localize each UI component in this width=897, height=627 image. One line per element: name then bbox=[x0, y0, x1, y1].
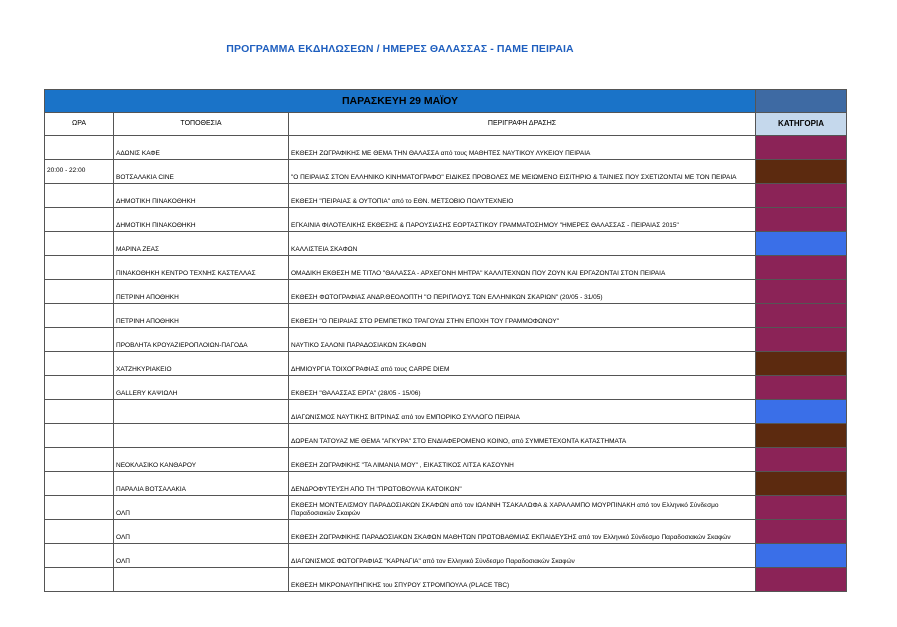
category-color-cell bbox=[756, 472, 847, 496]
time-cell bbox=[45, 352, 114, 376]
location-cell: GALLERY ΚΑΨΙΩΛΗ bbox=[114, 376, 289, 400]
column-header-description: ΠΕΡΙΓΡΑΦΗ ΔΡΑΣΗΣ bbox=[289, 113, 756, 136]
location-cell: ΠΙΝΑΚΟΘΗΚΗ ΚΕΝΤΡΟ ΤΕΧΝΗΣ ΚΑΣΤΕΛΛΑΣ bbox=[114, 256, 289, 280]
location-cell: ΟΛΠ bbox=[114, 520, 289, 544]
table-row bbox=[45, 400, 847, 424]
table-row bbox=[45, 472, 847, 496]
category-color-cell bbox=[756, 376, 847, 400]
time-cell bbox=[45, 496, 114, 520]
description-cell: ΕΚΘΕΣΗ ΦΩΤΟΓΡΑΦΙΑΣ ΑΝΔΡ.ΘΕΟΛΟΠΤΗ "Ο ΠΕΡΙΠΛΟΥΣ ΤΩΝ ΕΛΛΗΝΙΚΩΝ ΣΚΑΡΙΩΝ" (20/05 - 31/05) bbox=[289, 280, 756, 304]
table-row bbox=[45, 520, 847, 544]
time-cell bbox=[45, 328, 114, 352]
location-cell: ΠΕΤΡΙΝΗ ΑΠΟΘΗΚΗ bbox=[114, 304, 289, 328]
day-header: ΠΑΡΑΣΚΕΥΗ 29 ΜΑΪΟΥ bbox=[45, 90, 756, 113]
table-row bbox=[45, 256, 847, 280]
category-color-cell bbox=[756, 208, 847, 232]
table-row bbox=[45, 184, 847, 208]
time-cell bbox=[45, 184, 114, 208]
table-row bbox=[45, 328, 847, 352]
table-row bbox=[45, 424, 847, 448]
description-cell: "Ο ΠΕΙΡΑΙΑΣ ΣΤΟΝ ΕΛΛΗΝΙΚΟ ΚΙΝΗΜΑΤΟΓΡΑΦΟ" ΕΙΔΙΚΕΣ ΠΡΟΒΟΛΕΣ ΜΕ ΜΕΙΩΜΕΝΟ ΕΙΣΙΤΗΡΙΟ & ΤΑΙΝΙΕΣ ΠΟΥ ΣΧΕΤΙΖΟΝΤΑΙ ΜΕ ΤΟΝ ΠΕΙΡΑΙΑ bbox=[289, 160, 756, 184]
time-cell bbox=[45, 256, 114, 280]
time-cell bbox=[45, 136, 114, 160]
column-header-category: ΚΑΤΗΓΟΡΙΑ bbox=[756, 113, 847, 136]
table-row bbox=[45, 544, 847, 568]
day-header-side bbox=[756, 90, 847, 113]
description-cell: ΟΜΑΔΙΚΗ ΕΚΘΕΣΗ ΜΕ ΤΙΤΛΟ "ΘΑΛΑΣΣΑ - ΑΡΧΕΓΟΝΗ ΜΗΤΡΑ" ΚΑΛΛΙΤΕΧΝΩΝ ΠΟΥ ΖΟΥΝ ΚΑΙ ΕΡΓΑΖΟΝΤΑΙ ΣΤΟΝ ΠΕΙΡΑΙΑ bbox=[289, 256, 756, 280]
category-color-cell bbox=[756, 544, 847, 568]
table-row bbox=[45, 160, 847, 184]
category-color-cell bbox=[756, 520, 847, 544]
category-color-cell bbox=[756, 496, 847, 520]
time-cell bbox=[45, 568, 114, 592]
column-header-time: ΩΡΑ bbox=[45, 113, 114, 136]
time-cell bbox=[45, 376, 114, 400]
time-cell bbox=[45, 208, 114, 232]
time-cell bbox=[45, 400, 114, 424]
description-cell: ΕΚΘΕΣΗ "ΠΕΙΡΑΙΑΣ & ΟΥΤΟΠΙΑ" από το ΕΘΝ. ΜΕΤΣΟΒΙΟ ΠΟΛΥΤΕΧΝΕΙΟ bbox=[289, 184, 756, 208]
time-cell bbox=[45, 520, 114, 544]
location-cell: ΔΗΜΟΤΙΚΗ ΠΙΝΑΚΟΘΗΚΗ bbox=[114, 184, 289, 208]
description-cell: ΝΑΥΤΙΚΟ ΣΑΛΟΝΙ ΠΑΡΑΔΟΣΙΑΚΩΝ ΣΚΑΦΩΝ bbox=[289, 328, 756, 352]
column-header-location: ΤΟΠΟΘΕΣΙΑ bbox=[114, 113, 289, 136]
category-color-cell bbox=[756, 424, 847, 448]
time-cell bbox=[45, 232, 114, 256]
category-color-cell bbox=[756, 352, 847, 376]
description-cell: ΔΩΡΕΑΝ ΤΑΤΟΥΑΖ ΜΕ ΘΕΜΑ "ΑΓΚΥΡΑ" ΣΤΟ ΕΝΔΙΑΦΕΡΟΜΕΝΟ ΚΟΙΝΟ, από ΣΥΜΜΕΤΕΧΟΝΤΑ ΚΑΤΑΣΤΗΜΑΤΑ bbox=[289, 424, 756, 448]
table-row bbox=[45, 208, 847, 232]
time-cell bbox=[45, 544, 114, 568]
description-cell: ΕΚΘΕΣΗ ΜΟΝΤΕΛΙΣΜΟΥ ΠΑΡΑΔΟΣΙΑΚΩΝ ΣΚΑΦΩΝ από τον ΙΩΑΝΝΗ ΤΣΑΚΑΛΩΦΑ & ΧΑΡΑΛΑΜΠΟ ΜΟΥΡΠΙΝΑΚΗ από τον Ελληνικό Σύνδεσμο Παραδοσιακών Σκαφών bbox=[289, 496, 756, 520]
table-row bbox=[45, 280, 847, 304]
location-cell bbox=[114, 400, 289, 424]
time-cell bbox=[45, 424, 114, 448]
table-row bbox=[45, 568, 847, 592]
description-cell: ΕΓΚΑΙΝΙΑ ΦΙΛΟΤΕΛΙΚΗΣ ΕΚΘΕΣΗΣ & ΠΑΡΟΥΣΙΑΣΗΣ ΕΟΡΤΑΣΤΙΚΟΥ ΓΡΑΜΜΑΤΟΣΗΜΟΥ "ΗΜΕΡΕΣ ΘΑΛΑΣΣΑΣ - ΠΕΙΡΑΙΑΣ 2015" bbox=[289, 208, 756, 232]
day-header-row bbox=[45, 90, 847, 113]
location-cell bbox=[114, 424, 289, 448]
description-cell: ΔΕΝΔΡΟΦΥΤΕΥΣΗ ΑΠΟ ΤΗ "ΠΡΩΤΟΒΟΥΛΙΑ ΚΑΤΟΙΚΩΝ" bbox=[289, 472, 756, 496]
location-cell: ΧΑΤΖΗΚΥΡΙΑΚΕΙΟ bbox=[114, 352, 289, 376]
category-color-cell bbox=[756, 400, 847, 424]
description-cell: ΚΑΛΛΙΣΤΕΙΑ ΣΚΑΦΩΝ bbox=[289, 232, 756, 256]
time-cell bbox=[45, 280, 114, 304]
table-row bbox=[45, 376, 847, 400]
location-cell: ΜΑΡΙΝΑ ΖΕΑΣ bbox=[114, 232, 289, 256]
description-cell: ΔΙΑΓΩΝΙΣΜΟΣ ΝΑΥΤΙΚΗΣ ΒΙΤΡΙΝΑΣ από τον ΕΜΠΟΡΙΚΟ ΣΥΛΛΟΓΟ ΠΕΙΡΑΙΑ bbox=[289, 400, 756, 424]
table-row bbox=[45, 448, 847, 472]
description-cell: ΕΚΘΕΣΗ "ΘΑΛΑΣΣΑΣ ΕΡΓΑ" (28/05 - 15/06) bbox=[289, 376, 756, 400]
category-color-cell bbox=[756, 184, 847, 208]
description-cell: ΕΚΘΕΣΗ ΖΩΓΡΑΦΙΚΗΣ ΜΕ ΘΕΜΑ ΤΗΝ ΘΑΛΑΣΣΑ από τους ΜΑΘΗΤΕΣ ΝΑΥΤΙΚΟΥ ΛΥΚΕΙΟΥ ΠΕΙΡΑΙΑ bbox=[289, 136, 756, 160]
category-color-cell bbox=[756, 136, 847, 160]
time-cell bbox=[45, 472, 114, 496]
location-cell: ΟΛΠ bbox=[114, 496, 289, 520]
category-color-cell bbox=[756, 328, 847, 352]
category-color-cell bbox=[756, 256, 847, 280]
schedule-table bbox=[44, 89, 847, 592]
location-cell: ΠΑΡΑΛΙΑ ΒΟΤΣΑΛΑΚΙΑ bbox=[114, 472, 289, 496]
table-row bbox=[45, 304, 847, 328]
location-cell: ΟΛΠ bbox=[114, 544, 289, 568]
schedule-body bbox=[45, 136, 847, 592]
category-color-cell bbox=[756, 280, 847, 304]
page-title: ΠΡΟΓΡΑΜΜΑ ΕΚΔΗΛΩΣΕΩΝ / ΗΜΕΡΕΣ ΘΑΛΑΣΣΑΣ - ΠΑΜΕ ΠΕΙΡΑΙΑ bbox=[226, 43, 574, 55]
description-cell: ΕΚΘΕΣΗ "Ο ΠΕΙΡΑΙΑΣ ΣΤΟ ΡΕΜΠΕΤΙΚΟ ΤΡΑΓΟΥΔΙ ΣΤΗΝ ΕΠΟΧΗ ΤΟΥ ΓΡΑΜΜΟΦΩΝΟΥ" bbox=[289, 304, 756, 328]
time-cell: 20:00 - 22:00 bbox=[45, 160, 114, 184]
category-color-cell bbox=[756, 448, 847, 472]
time-cell bbox=[45, 304, 114, 328]
description-cell: ΔΗΜΙΟΥΡΓΙΑ ΤΟΙΧΟΓΡΑΦΙΑΣ από τους CARPE DIEM bbox=[289, 352, 756, 376]
description-cell: ΕΚΘΕΣΗ ΖΩΓΡΑΦΙΚΗΣ ΠΑΡΑΔΟΣΙΑΚΩΝ ΣΚΑΦΩΝ ΜΑΘΗΤΩΝ ΠΡΩΤΟΒΑΘΜΙΑΣ ΕΚΠΑΙΔΕΥΣΗΣ από τον Ελληνικό Σύνδεσμο Παραδοσιακών Σκαφών bbox=[289, 520, 756, 544]
location-cell: ΝΕΟΚΛΑΣΙΚΟ ΚΑΝΘΑΡΟΥ bbox=[114, 448, 289, 472]
location-cell bbox=[114, 568, 289, 592]
table-row bbox=[45, 232, 847, 256]
description-cell: ΔΙΑΓΩΝΙΣΜΟΣ ΦΩΤΟΓΡΑΦΙΑΣ "ΚΑΡΝΑΓΙΑ" από τον Ελληνικό Σύνδεσμο Παραδοσιακών Σκαφών bbox=[289, 544, 756, 568]
table-row bbox=[45, 352, 847, 376]
location-cell: ΔΗΜΟΤΙΚΗ ΠΙΝΑΚΟΘΗΚΗ bbox=[114, 208, 289, 232]
location-cell: ΠΕΤΡΙΝΗ ΑΠΟΘΗΚΗ bbox=[114, 280, 289, 304]
category-color-cell bbox=[756, 304, 847, 328]
category-color-cell bbox=[756, 568, 847, 592]
category-color-cell bbox=[756, 232, 847, 256]
category-color-cell bbox=[756, 160, 847, 184]
table-row bbox=[45, 496, 847, 520]
table-row bbox=[45, 136, 847, 160]
column-header-row bbox=[45, 113, 847, 136]
description-cell: ΕΚΘΕΣΗ ΖΩΓΡΑΦΙΚΗΣ "ΤΑ ΛΙΜΑΝΙΑ ΜΟΥ" , ΕΙΚΑΣΤΙΚΟΣ ΛΙΤΣΑ ΚΑΣΟΥΝΗ bbox=[289, 448, 756, 472]
time-cell bbox=[45, 448, 114, 472]
location-cell: ΒΟΤΣΑΛΑΚΙΑ CINE bbox=[114, 160, 289, 184]
location-cell: ΠΡΟΒΛΗΤΑ ΚΡΟΥΑΖΙΕΡΟΠΛΟΙΩΝ-ΠΑΓΟΔΑ bbox=[114, 328, 289, 352]
location-cell: ΑΔΩΝΙΣ ΚΑΦΕ bbox=[114, 136, 289, 160]
description-cell: ΕΚΘΕΣΗ ΜΙΚΡΟΝΑΥΠΗΓΙΚΗΣ του ΣΠΥΡΟΥ ΣΤΡΟΜΠΟΥΛΑ (PLACE TBC) bbox=[289, 568, 756, 592]
